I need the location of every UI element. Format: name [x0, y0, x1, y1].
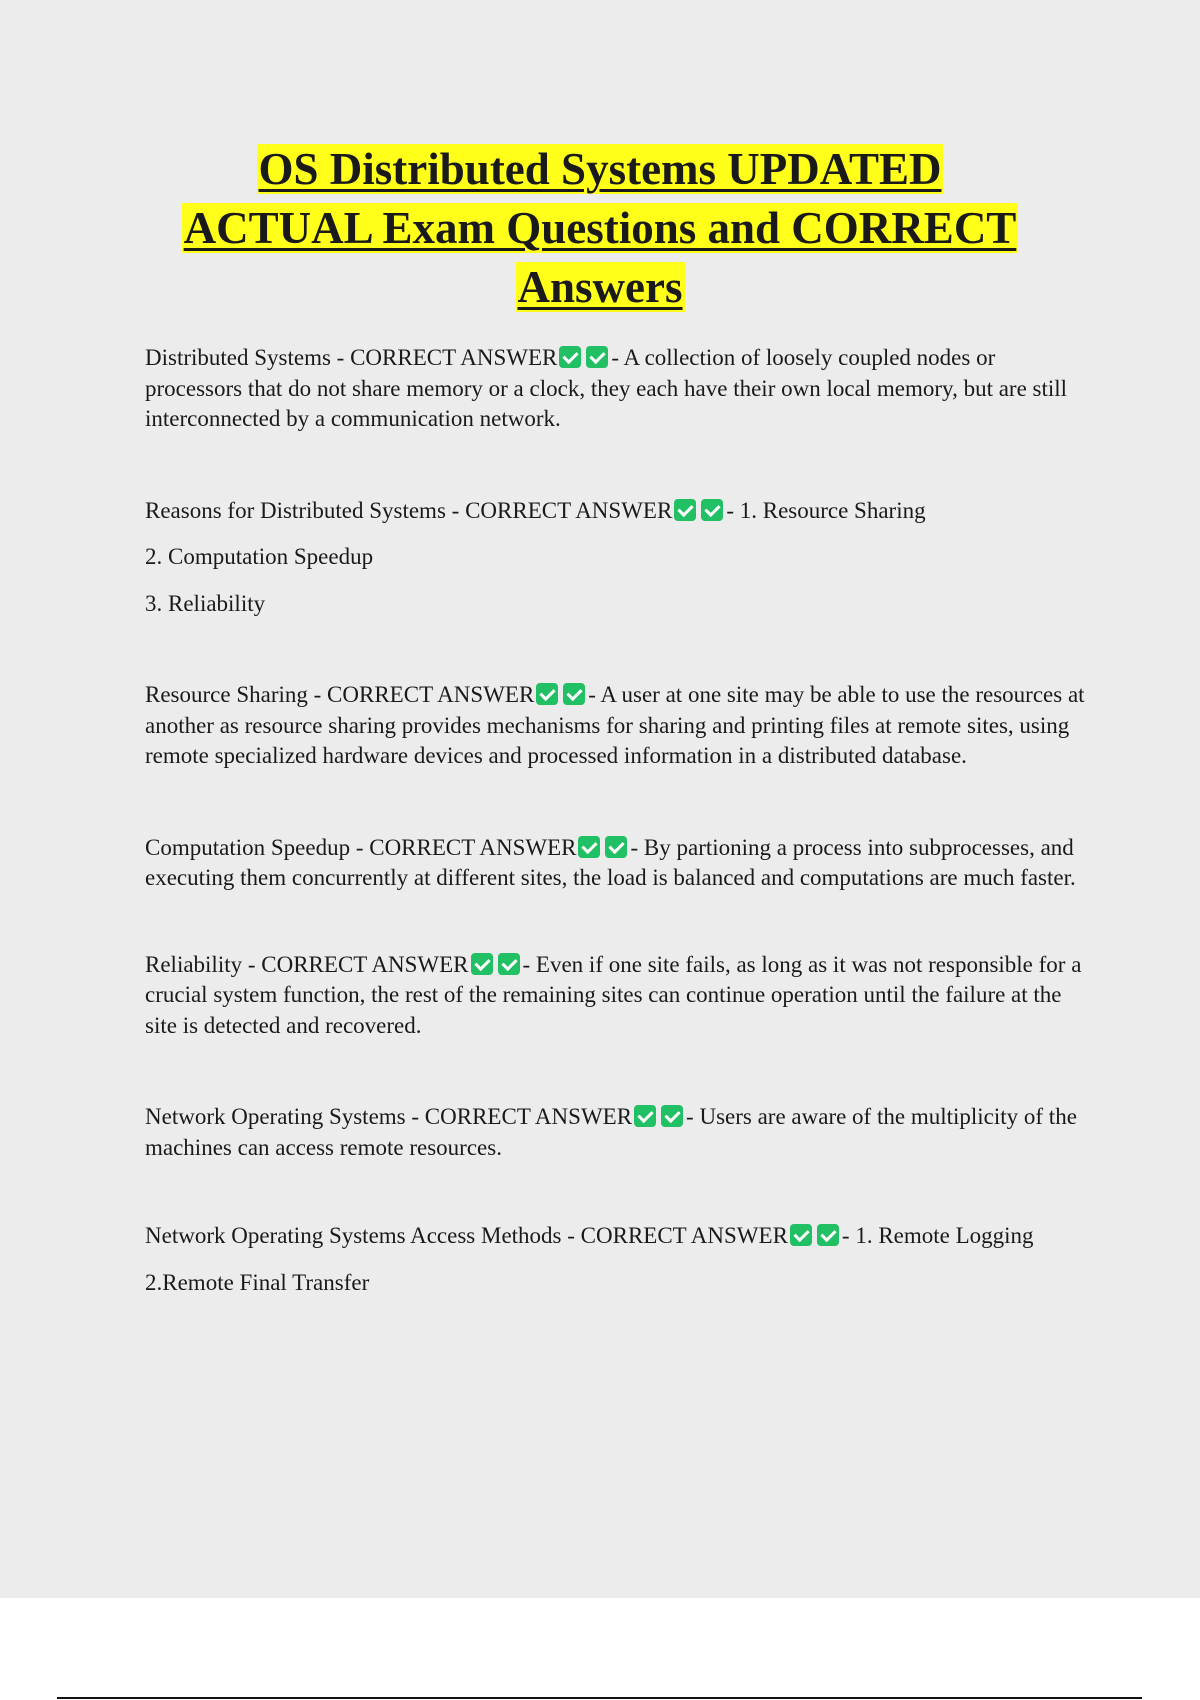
- checkmark-icon: [674, 499, 696, 521]
- checkmark-icon: [498, 953, 520, 975]
- footer-divider: [57, 1697, 1142, 1699]
- correct-answer-label: CORRECT ANSWER: [580, 1223, 788, 1248]
- qa-entry: [145, 950, 1085, 1042]
- checkmark-icon: [661, 1105, 683, 1127]
- qa-entry-line: [145, 950, 1085, 1042]
- correct-answer-label: CORRECT ANSWER: [369, 834, 577, 860]
- checkmark-icon: [790, 1224, 812, 1246]
- checkmark-icon: [605, 836, 627, 858]
- qa-answer: - Even if one site fails, as long as it was not responsible for a crucial system function, the rest of the remaining sites can continue operation until the failure at the site is detected and recovered.: [145, 951, 1082, 1038]
- qa-term: Reliability -: [145, 951, 262, 977]
- qa-answer-list-item: 2. Computation Speedup: [145, 544, 374, 569]
- qa-answer: - Users are aware of the multiplicity of the machines can access remote resources.: [145, 1104, 1077, 1160]
- qa-entry: [145, 1221, 1085, 1298]
- qa-entry: [145, 343, 1085, 435]
- qa-entry: [145, 496, 1085, 620]
- checkmark-icon: [536, 683, 558, 705]
- checkmark-icon: [578, 836, 600, 858]
- correct-answer-label: CORRECT ANSWER: [327, 682, 535, 707]
- checkmark-icon: [563, 683, 585, 705]
- qa-entry-line: [145, 1102, 1085, 1163]
- qa-answer: - 1. Remote Logging: [841, 1223, 1034, 1248]
- qa-term: Network Operating Systems Access Methods -: [145, 1223, 581, 1248]
- qa-entry-line: [145, 833, 1085, 894]
- qa-term: Resource Sharing -: [145, 682, 328, 707]
- checkmark-icon: [586, 346, 608, 368]
- title-line-2: ACTUAL Exam Questions and CORRECT: [183, 203, 1017, 253]
- correct-answer-label: CORRECT ANSWER: [261, 951, 469, 977]
- checkmark-icon: [817, 1224, 839, 1246]
- qa-answer: - A collection of loosely coupled nodes or processors that do not share memory or a clock, they each have their own local memory, but are still interconnected by a communication network.: [145, 345, 1068, 431]
- qa-list: [145, 343, 1085, 1298]
- qa-answer: - 1. Resource Sharing: [726, 497, 926, 523]
- qa-entry-line: [145, 496, 1085, 527]
- correct-answer-label: CORRECT ANSWER: [424, 1104, 633, 1129]
- title-line-1: OS Distributed Systems UPDATED: [258, 144, 942, 194]
- qa-entry: [145, 833, 1085, 894]
- correct-answer-label: CORRECT ANSWER: [465, 497, 673, 523]
- qa-entry-line: [145, 1221, 1085, 1252]
- qa-term: Distributed Systems -: [145, 345, 351, 370]
- qa-term: Reasons for Distributed Systems -: [145, 497, 466, 523]
- title-line-3: Answers: [517, 262, 683, 312]
- checkmark-icon: [559, 346, 581, 368]
- checkmark-icon: [471, 953, 493, 975]
- qa-term: Network Operating Systems -: [145, 1104, 425, 1129]
- checkmark-icon: [634, 1105, 656, 1127]
- qa-entry: [145, 680, 1085, 772]
- qa-term: Computation Speedup -: [145, 834, 370, 860]
- qa-answer-list-item: 2.Remote Final Transfer: [145, 1269, 370, 1295]
- correct-answer-label: CORRECT ANSWER: [350, 345, 558, 370]
- qa-answer: - By partioning a process into subprocesses, and executing them concurrently at different sites, the load is balanced and computations are much faster.: [145, 834, 1076, 890]
- document-title: [130, 140, 1070, 317]
- checkmark-icon: [701, 499, 723, 521]
- qa-entry: [145, 1102, 1085, 1163]
- qa-entry-line: [145, 343, 1085, 435]
- qa-answer-list-item: 3. Reliability: [145, 590, 266, 616]
- qa-answer: - A user at one site may be able to use the resources at another as resource sharing provides mechanisms for sharing and printing files at remote sites, using remote specialized hardware devices and processed information in a distributed database.: [145, 682, 1085, 768]
- qa-entry-line: [145, 680, 1085, 772]
